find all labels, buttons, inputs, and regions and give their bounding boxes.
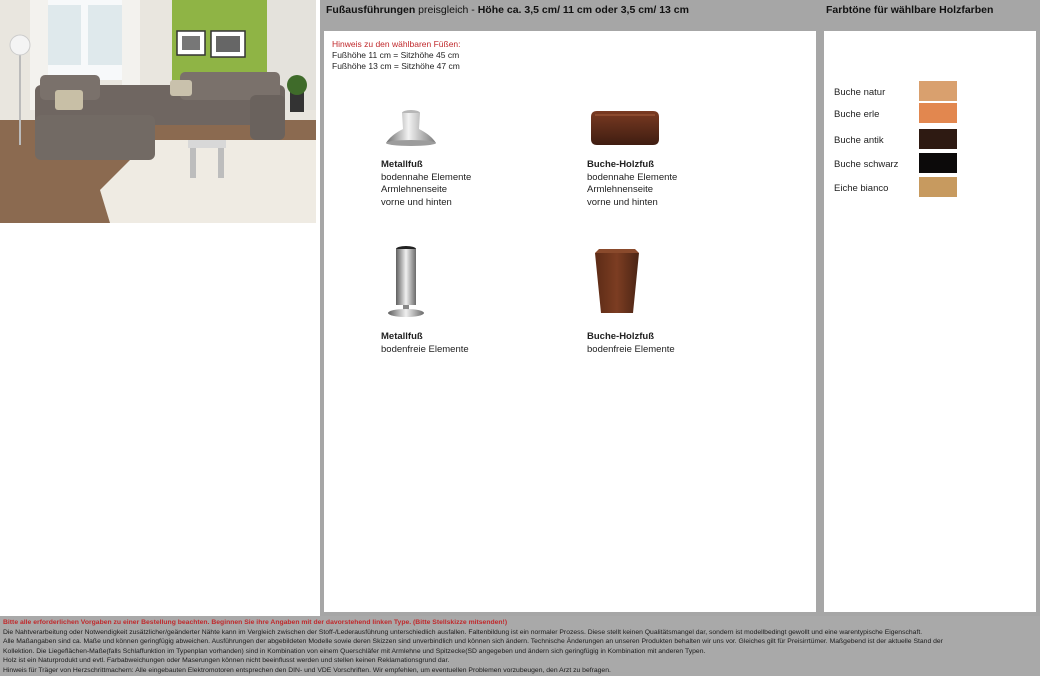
wood-colors-panel [820,0,1040,616]
feet-title-light: preisgleich - [418,4,475,16]
foot-option [381,105,471,209]
foot-option [381,245,469,356]
metal-cylinder-foot-icon [381,245,431,325]
colors-panel-heading [820,0,1040,27]
disclaimer-line: Alle Maßangaben sind ca. Maße und können geringfügig abweichen. Ausführungen der abgebildeten Modelle sowie deren Skizzen sind unverbindlich und können sich ändern. Technische Änderungen an unseren Produkten behalten wir uns vor. Gleiches gilt für Preisirrtümer. Maßgebend ist der aktuelle Stand der [3,638,943,646]
wood-tapered-foot-icon [587,245,647,325]
feet-panel-heading [320,0,820,27]
feet-title-bold: Fußausführungen [326,4,416,16]
foot-name: Metallfuß [381,159,423,170]
foot-desc: bodenfreie Elemente [587,343,675,355]
hint-title: Hinweis zu den wählbaren Füßen: [332,39,461,49]
color-swatch [919,153,957,173]
color-label: Eiche bianco [834,183,889,194]
color-swatch [919,177,957,197]
foot-option [587,105,677,209]
wood-block-foot-icon [587,105,667,153]
color-label: Buche natur [834,87,886,98]
colors-panel-content [824,31,1036,612]
foot-name: Buche-Holzfuß [587,331,655,342]
disclaimer-line: Hinweis für Träger von Herzschrittmachern: Alle eingebauten Elektromotoren entsprechen den DIN- und VDE Vorschriften. Wir empfehlen, um eventuellen Problemen vorzubeugen, den Arzt zu befragen. [3,666,611,674]
foot-desc: vorne und hinten [587,196,658,208]
color-swatch [919,129,957,149]
disclaimer-line: Die Nahtverarbeitung oder Notwendigkeit zusätzlicher/geänderter Nähte kann im Vergleich zwischen der Stoff-/Lederausführung unterschiedlich ausfallen. Faltenbildung ist ein normaler Prozess. Diese stellt keinen Qualitätsmangel dar, sondern ist modellbedingt gewollt und eine warentypische Eigenschaft. [3,628,923,636]
hint-line: Fußhöhe 13 cm = Sitzhöhe 47 cm [332,61,460,71]
disclaimer-line: Holz ist ein Naturprodukt und evtl. Farbabweichungen oder Maserungen können nicht beeinflusst werden und stellen keinen Reklamationsgrund dar. [3,657,450,665]
foot-desc: bodenfreie Elemente [381,343,469,355]
foot-option [587,245,675,356]
foot-desc: vorne und hinten [381,196,452,208]
foot-desc: Armlehnenseite [587,184,654,195]
disclaimer-line: Kollektion. Die Liegeflächen-Maße(falls Schlaffunktion im Typenplan vorhanden) sind in Kombination von einem Querschläfer mit Armlehne und Spitzecke(SD angegeben und ändern sich geringfügig in Kombination mit anderen Typen. [3,647,706,655]
hint-line: Fußhöhe 11 cm = Sitzhöhe 45 cm [332,50,460,60]
feet-title-height: Höhe ca. 3,5 cm/ 11 cm oder 3,5 cm/ 13 cm [477,4,689,16]
feet-options-panel [320,0,820,616]
color-label: Buche erle [834,109,880,120]
metal-dome-foot-icon [381,105,441,153]
feet-hint [332,39,461,72]
color-label: Buche antik [834,135,884,146]
foot-name: Buche-Holzfuß [587,159,655,170]
color-swatch [919,81,957,101]
color-label: Buche schwarz [834,159,899,170]
feet-panel-content [324,31,816,612]
foot-desc: Armlehnenseite [381,184,448,195]
living-room-sofa-image [0,0,316,223]
disclaimer-footer [0,616,1040,676]
foot-desc: bodennahe Elemente [381,171,472,183]
color-swatch [919,103,957,123]
foot-desc: bodennahe Elemente [587,171,678,183]
colors-title: Farbtöne für wählbare Holzfarben [826,4,994,16]
product-photo [0,0,316,223]
foot-name: Metallfuß [381,331,423,342]
order-warning: Bitte alle erforderlichen Vorgaben zu einer Bestellung beachten. Beginnen Sie ihre Angaben mit der davorstehend linken Type. (Bitte Stellskizze mitsenden!) [3,619,508,626]
